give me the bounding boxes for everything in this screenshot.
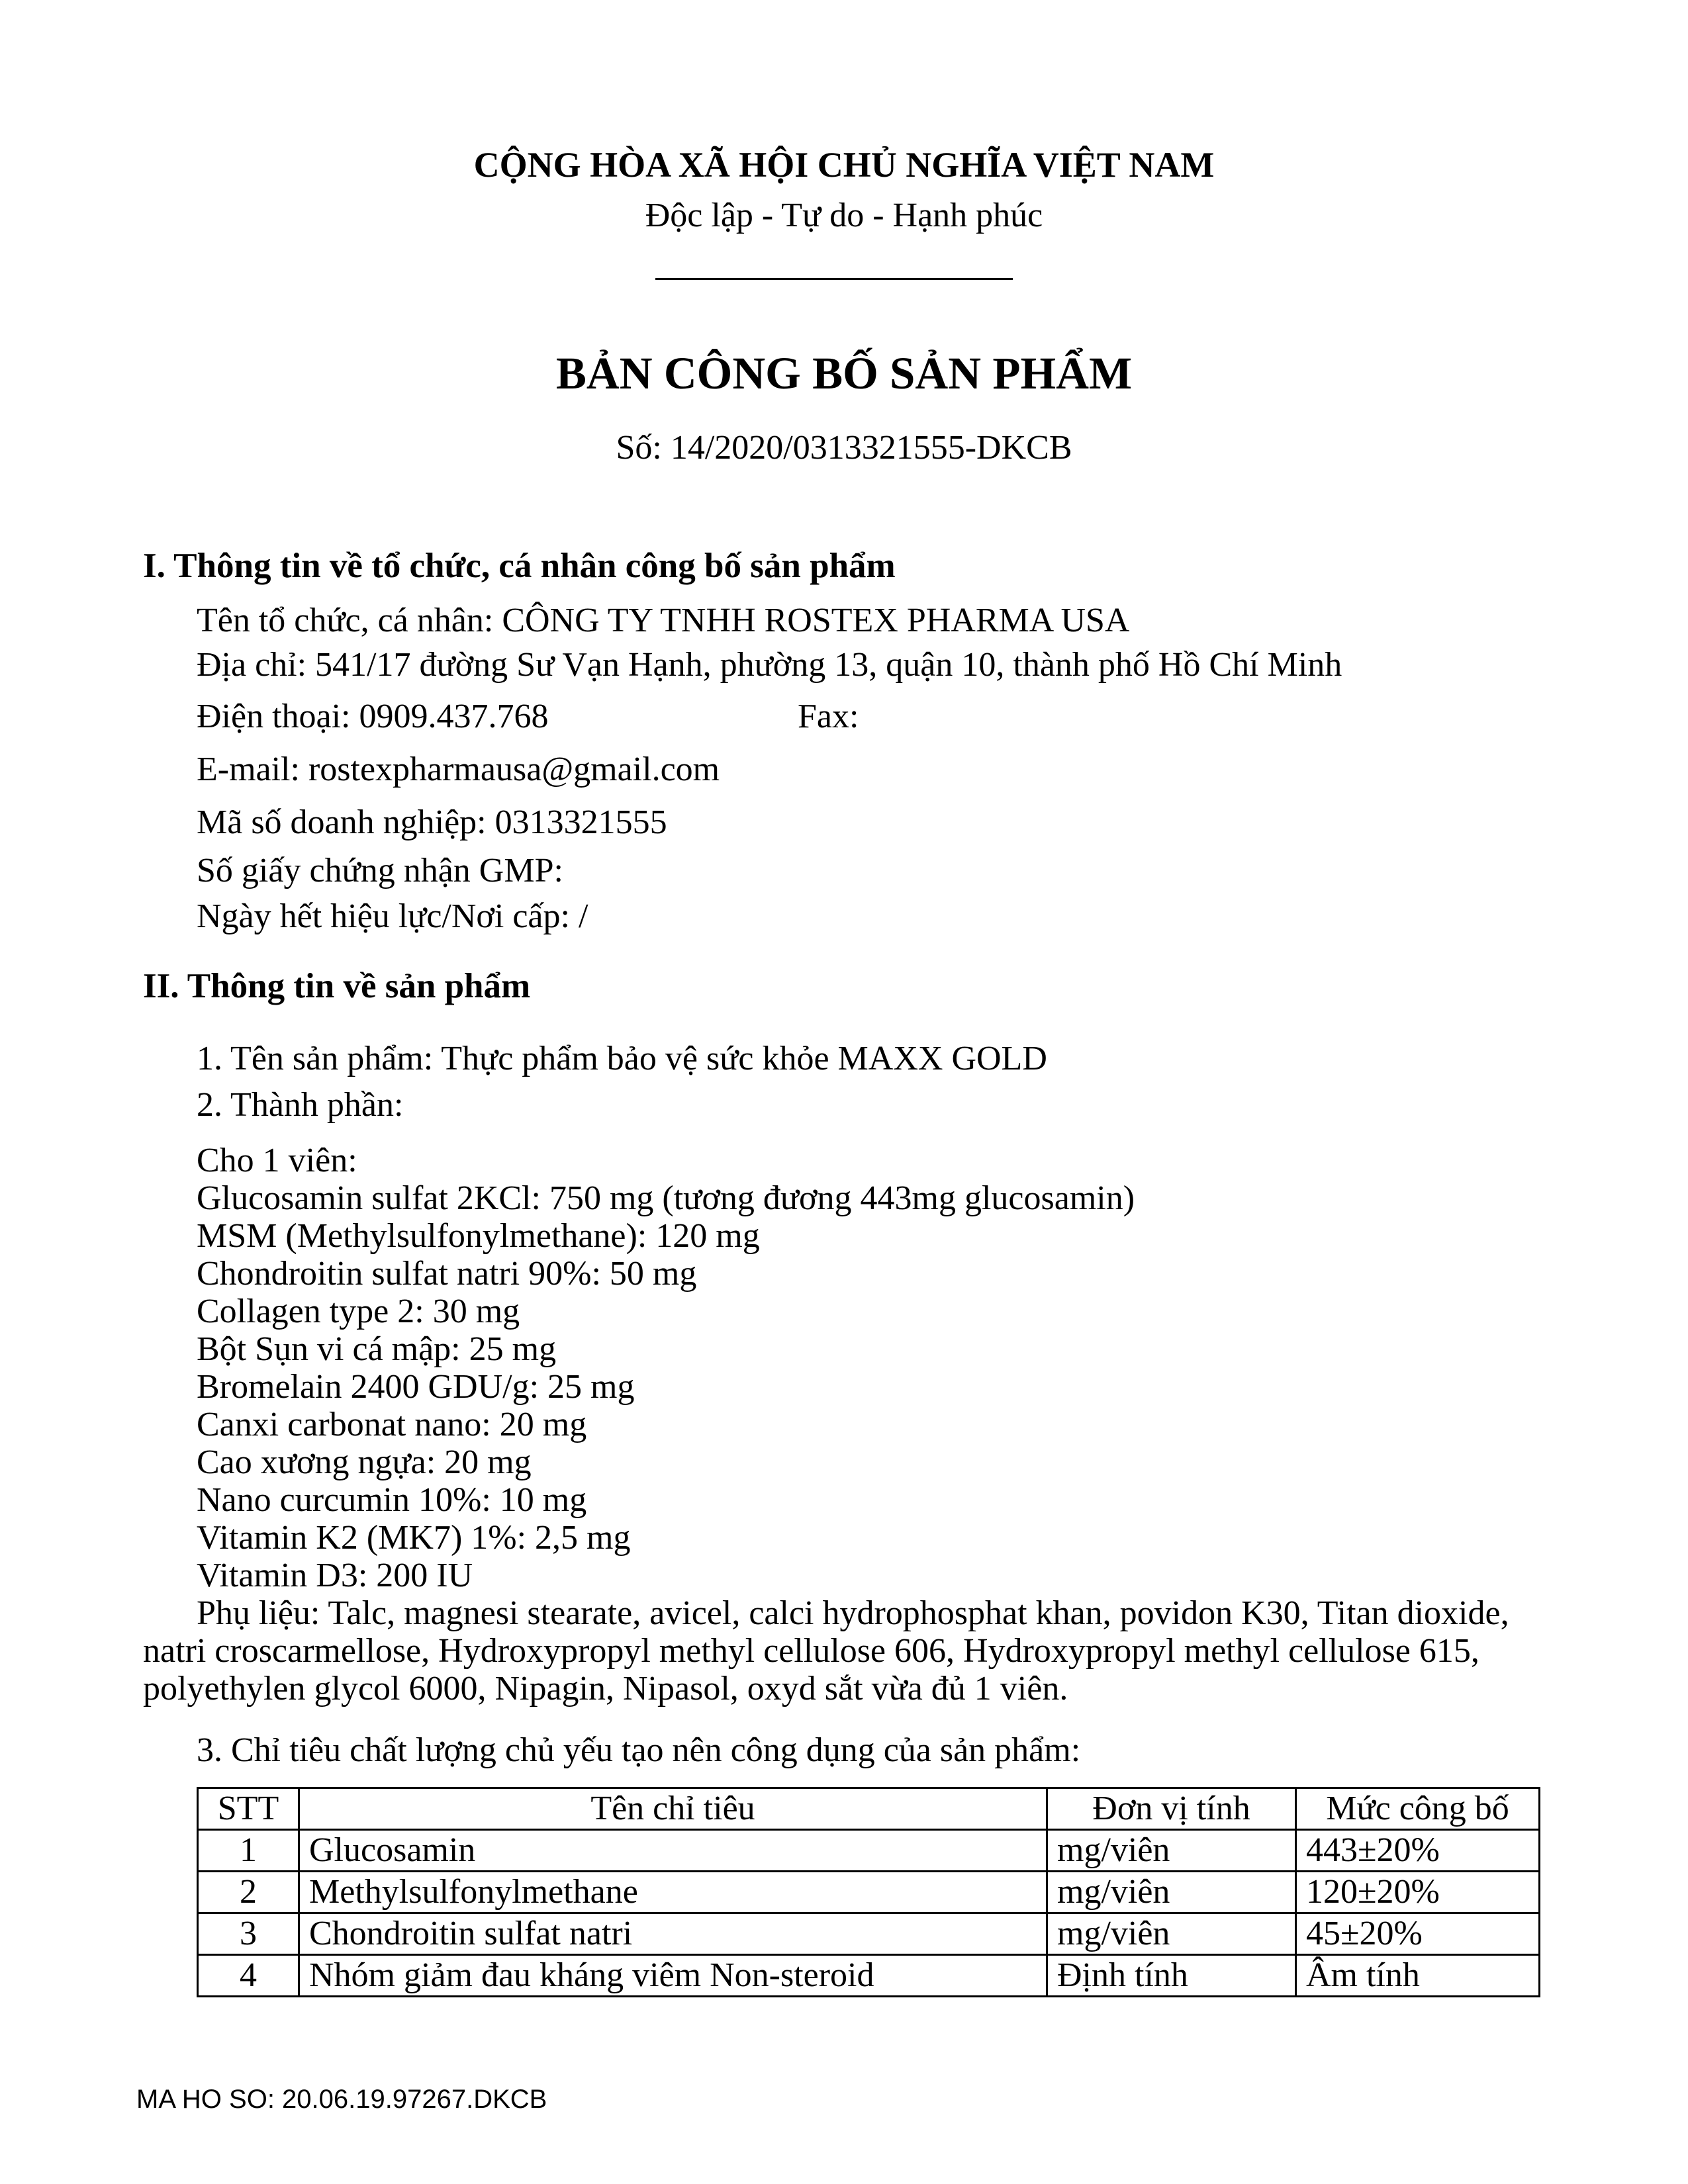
table-cell: Methylsulfonylmethane bbox=[299, 1872, 1047, 1913]
table-cell: 1 bbox=[198, 1830, 299, 1872]
table-cell: 120±20% bbox=[1296, 1872, 1540, 1913]
fax-number: Fax: bbox=[798, 698, 859, 735]
section-2-heading: II. Thông tin về sản phẩm bbox=[143, 967, 531, 1005]
business-code: Mã số doanh nghiệp: 0313321555 bbox=[197, 803, 667, 841]
column-header: Đơn vị tính bbox=[1047, 1788, 1296, 1830]
table-cell: 4 bbox=[198, 1955, 299, 1997]
country-name: CỘNG HÒA XÃ HỘI CHỦ NGHĨA VIỆT NAM bbox=[473, 145, 1215, 185]
organization-address: Địa chỉ: 541/17 đường Sư Vạn Hạnh, phường 13, quận 10, thành phố Hồ Chí Minh bbox=[197, 646, 1342, 684]
table-cell: mg/viên bbox=[1047, 1872, 1296, 1913]
list-item: Chondroitin sulfat natri 90%: 50 mg bbox=[197, 1255, 697, 1293]
dossier-code: MA HO SO: 20.06.19.97267.DKCB bbox=[136, 2085, 547, 2114]
column-header: Tên chỉ tiêu bbox=[299, 1788, 1047, 1830]
national-motto: Độc lập - Tự do - Hạnh phúc bbox=[645, 197, 1043, 234]
organization-name: Tên tổ chức, cá nhân: CÔNG TY TNHH ROSTEX PHARMA USA bbox=[197, 602, 1130, 639]
list-item: Bột Sụn vi cá mập: 25 mg bbox=[197, 1330, 557, 1368]
list-item: Canxi carbonat nano: 20 mg bbox=[197, 1406, 587, 1443]
table-row bbox=[198, 1955, 1540, 1997]
ingredient-list bbox=[197, 1142, 1135, 1594]
quality-criteria-table bbox=[197, 1787, 1540, 1997]
table-row bbox=[198, 1872, 1540, 1913]
list-item: Bromelain 2400 GDU/g: 25 mg bbox=[197, 1368, 635, 1406]
list-item: Collagen type 2: 30 mg bbox=[197, 1293, 520, 1330]
list-item: Vitamin D3: 200 IU bbox=[197, 1557, 473, 1594]
table-cell: Nhóm giảm đau kháng viêm Non-steroid bbox=[299, 1955, 1047, 1997]
quality-criteria-label: 3. Chỉ tiêu chất lượng chủ yếu tạo nên công dụng của sản phẩm: bbox=[197, 1731, 1081, 1769]
table-cell: Định tính bbox=[1047, 1955, 1296, 1997]
table-header-row bbox=[198, 1788, 1540, 1830]
table-row bbox=[198, 1830, 1540, 1872]
list-item: Cho 1 viên: bbox=[197, 1142, 357, 1179]
table-cell: 2 bbox=[198, 1872, 299, 1913]
table-cell: Âm tính bbox=[1296, 1955, 1540, 1997]
table-cell: Glucosamin bbox=[299, 1830, 1047, 1872]
section-1-heading: I. Thông tin về tổ chức, cá nhân công bố sản phẩm bbox=[143, 547, 896, 585]
table-cell: Chondroitin sulfat natri bbox=[299, 1913, 1047, 1955]
column-header: Mức công bố bbox=[1296, 1788, 1540, 1830]
table-cell: 45±20% bbox=[1296, 1913, 1540, 1955]
list-item: Vitamin K2 (MK7) 1%: 2,5 mg bbox=[197, 1519, 631, 1557]
header-divider bbox=[655, 278, 1013, 280]
list-item: Cao xương ngựa: 20 mg bbox=[197, 1443, 532, 1481]
expiry-date: Ngày hết hiệu lực/Nơi cấp: / bbox=[197, 897, 588, 935]
table-cell: mg/viên bbox=[1047, 1913, 1296, 1955]
table-cell: 3 bbox=[198, 1913, 299, 1955]
gmp-certificate: Số giấy chứng nhận GMP: bbox=[197, 852, 563, 889]
document-title: BẢN CÔNG BỐ SẢN PHẨM bbox=[555, 348, 1133, 398]
list-item: Glucosamin sulfat 2KCl: 750 mg (tương đương 443mg glucosamin) bbox=[197, 1179, 1135, 1217]
phone-number: Điện thoại: 0909.437.768 bbox=[197, 698, 549, 735]
table-row bbox=[198, 1913, 1540, 1955]
table-cell: 443±20% bbox=[1296, 1830, 1540, 1872]
column-header: STT bbox=[198, 1788, 299, 1830]
email-address: E-mail: rostexpharmausa@gmail.com bbox=[197, 751, 720, 788]
excipients-paragraph: Phụ liệu: Talc, magnesi stearate, avicel, calci hydrophosphat khan, povidon K30, Titan dioxide, natri croscarmellose, Hydroxypropyl methyl cellulose 606, Hydroxypropyl methyl cellulose 615, polyethylen glycol 6000, Nipagin, Nipasol, oxyd sắt vừa đủ 1 viên. bbox=[143, 1594, 1509, 1707]
list-item: MSM (Methylsulfonylmethane): 120 mg bbox=[197, 1217, 760, 1255]
document-number: Số: 14/2020/0313321555-DKCB bbox=[616, 429, 1072, 467]
product-name: 1. Tên sản phẩm: Thực phẩm bảo vệ sức khỏe MAXX GOLD bbox=[197, 1040, 1047, 1077]
table-cell: mg/viên bbox=[1047, 1830, 1296, 1872]
list-item: Nano curcumin 10%: 10 mg bbox=[197, 1481, 587, 1519]
composition-label: 2. Thành phần: bbox=[197, 1086, 404, 1124]
